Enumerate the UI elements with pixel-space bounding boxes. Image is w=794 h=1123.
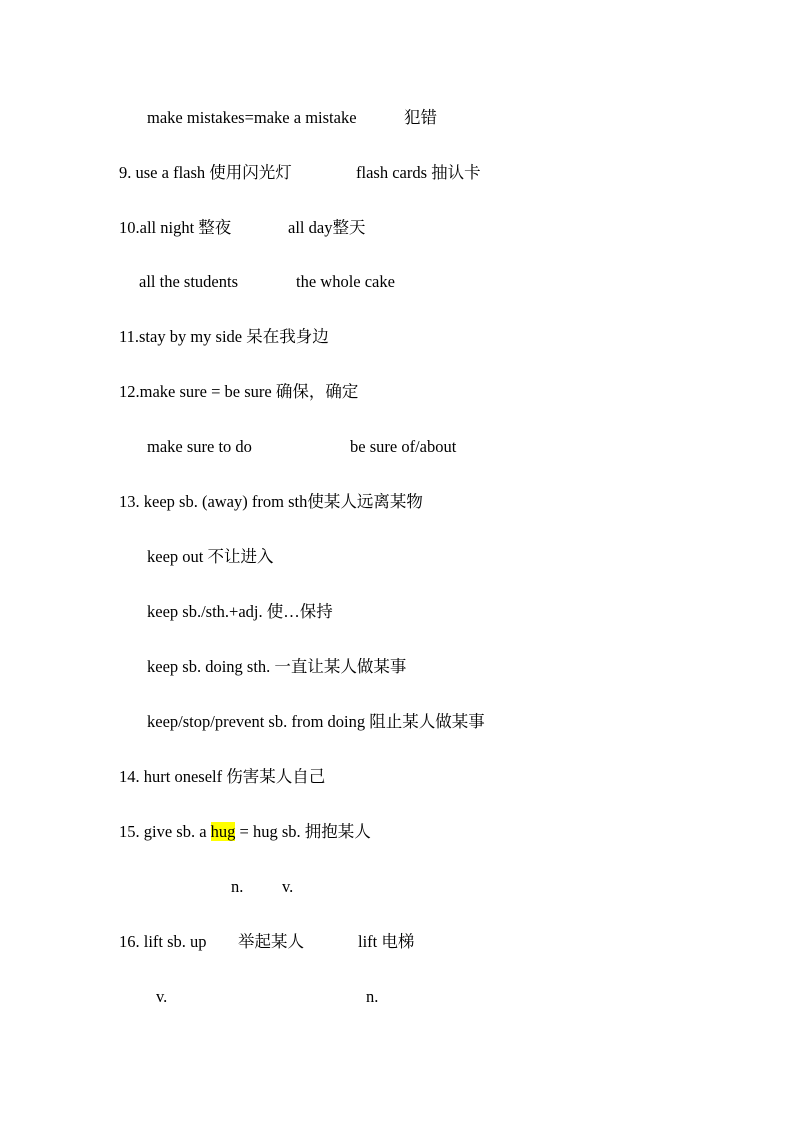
document-page: make mistakes=make a mistake 犯错 9. use a flash 使用闪光灯 flash cards 抽认卡 10.all night 整夜 all day整天 all the students the whole cake 11.stay by my side 呆在我身边 12.make sure = be sure 确保，确定 make sure to do be sure of/about 13. keep sb. (away) from sth使某人远离某物 keep out 不让进入 keep sb./sth.+adj. 使…保持 keep sb. doing sth. 一直让某人做某事 keep/stop/prevent sb. from doing 阻止某人做某事 14. hurt oneself 伤害某人自己 15. give sb. a hug = hug sb. 拥抱某人 n. v. 16. lift sb. up 举起某人 lift 电梯 v. n. [119,108,485,1006]
highlighted-word: hug [210,822,236,841]
